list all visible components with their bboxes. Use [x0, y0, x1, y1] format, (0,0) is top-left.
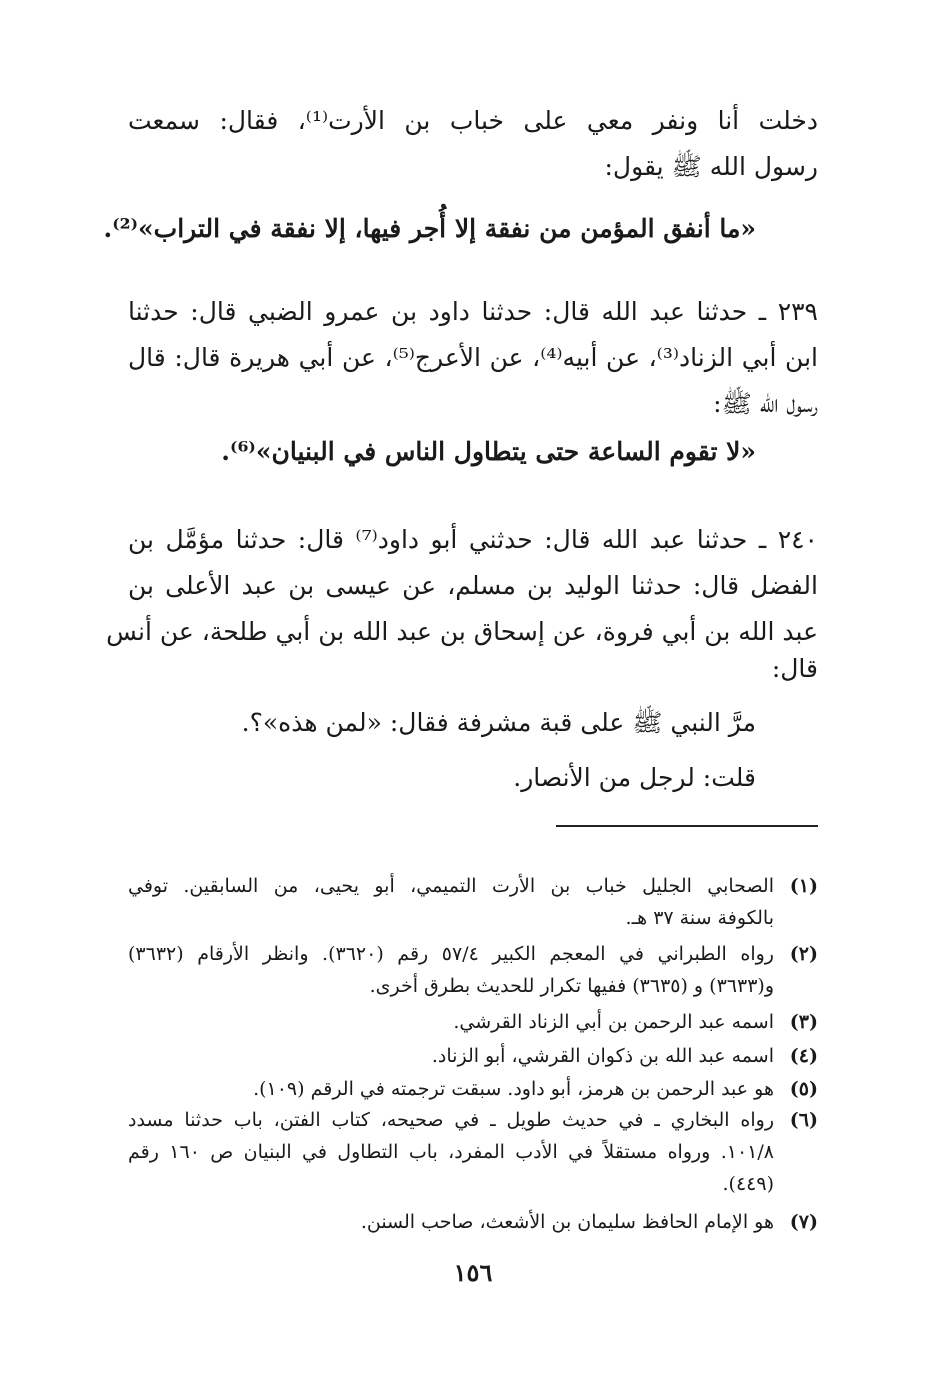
- hadith-240-line: الفضل قال: حدثنا الوليد بن مسلم، عن عيسى بن عبد الأعلى بن: [128, 571, 818, 600]
- footnote-number: (١): [789, 875, 818, 897]
- hadith-240-line: مرَّ النبي ﷺ على قبة مشرفة فقال: «لمن هذه»؟.: [241, 708, 756, 737]
- footnote-number: (٤): [789, 1045, 818, 1067]
- footnote-number: (٧): [789, 1211, 818, 1233]
- hadith-240-line: عبد الله بن أبي فروة، عن إسحاق بن عبد الله بن أبي طلحة، عن أنس: [106, 617, 818, 646]
- hadith-quote: «ما أنفق المؤمن من نفقة إلا أُجر فيها، إلا نفقة في التراب»⁽²⁾.: [103, 214, 756, 243]
- footnote-line: ١٠١/٨. ورواه مستقلاً في الأدب المفرد، باب التطاول في البنيان ص ١٦٠ رقم: [128, 1141, 774, 1163]
- hadith-239-line: ٢٣٩ ـ حدثنا عبد الله قال: حدثنا داود بن عمرو الضبي قال: حدثنا: [128, 297, 818, 326]
- hadith-240-line: قال:: [771, 654, 818, 683]
- footnote-number: (٦): [789, 1109, 818, 1131]
- footnote-number: (٣): [789, 1011, 818, 1033]
- hadith-240-line: ٢٤٠ ـ حدثنا عبد الله قال: حدثني أبو داود⁽⁷⁾ قال: حدثنا مؤمَّل بن: [128, 525, 818, 554]
- text-line: رسول الله ﷺ يقول:: [604, 152, 818, 181]
- footnote-line: بالكوفة سنة ٣٧ هـ.: [625, 907, 774, 929]
- footnote-line: رواه البخاري ـ في حديث طويل ـ في صحيحه، كتاب الفتن، باب حدثنا مسدد: [128, 1109, 774, 1131]
- footnote-line: هو عبد الرحمن بن هرمز، أبو داود. سبقت ترجمته في الرقم (١٠٩).: [253, 1078, 774, 1100]
- hadith-quote: «لا تقوم الساعة حتى يتطاول الناس في البنيان»⁽⁶⁾.: [221, 437, 756, 466]
- hadith-239-line: ابن أبي الزناد⁽³⁾، عن أبيه⁽⁴⁾، عن الأعرج⁽⁵⁾، عن أبي هريرة قال: قال: [128, 343, 818, 372]
- text-line: دخلت أنا ونفر معي على خباب بن الأرت⁽¹⁾، فقال: سمعت: [128, 106, 818, 135]
- hadith-240-line: قلت: لرجل من الأنصار.: [513, 763, 756, 792]
- footnote-line: هو الإمام الحافظ سليمان بن الأشعث، صاحب السنن.: [360, 1211, 774, 1233]
- page-number: ١٥٦: [453, 1258, 493, 1287]
- footnote-line: و(٣٦٣٣) و (٣٦٣٥) ففيها تكرار للحديث بطرق أخرى.: [369, 975, 774, 997]
- footnote-line: (٤٤٩).: [722, 1173, 774, 1195]
- footnote-number: (٢): [789, 943, 818, 965]
- footnote-line: الصحابي الجليل خباب بن الأرت التميمي، أبو يحيى، من السابقين. توفي: [128, 875, 774, 897]
- footnote-separator: [556, 825, 818, 827]
- hadith-239-line: رسول الله ﷺ:: [713, 389, 818, 418]
- footnote-line: رواه الطبراني في المعجم الكبير ٥٧/٤ رقم (٣٦٢٠). وانظر الأرقام (٣٦٣٢): [128, 943, 774, 965]
- footnote-number: (٥): [789, 1078, 818, 1100]
- footnote-line: اسمه عبد الله بن ذكوان القرشي، أبو الزناد.: [431, 1045, 774, 1067]
- footnote-line: اسمه عبد الرحمن بن أبي الزناد القرشي.: [453, 1011, 774, 1033]
